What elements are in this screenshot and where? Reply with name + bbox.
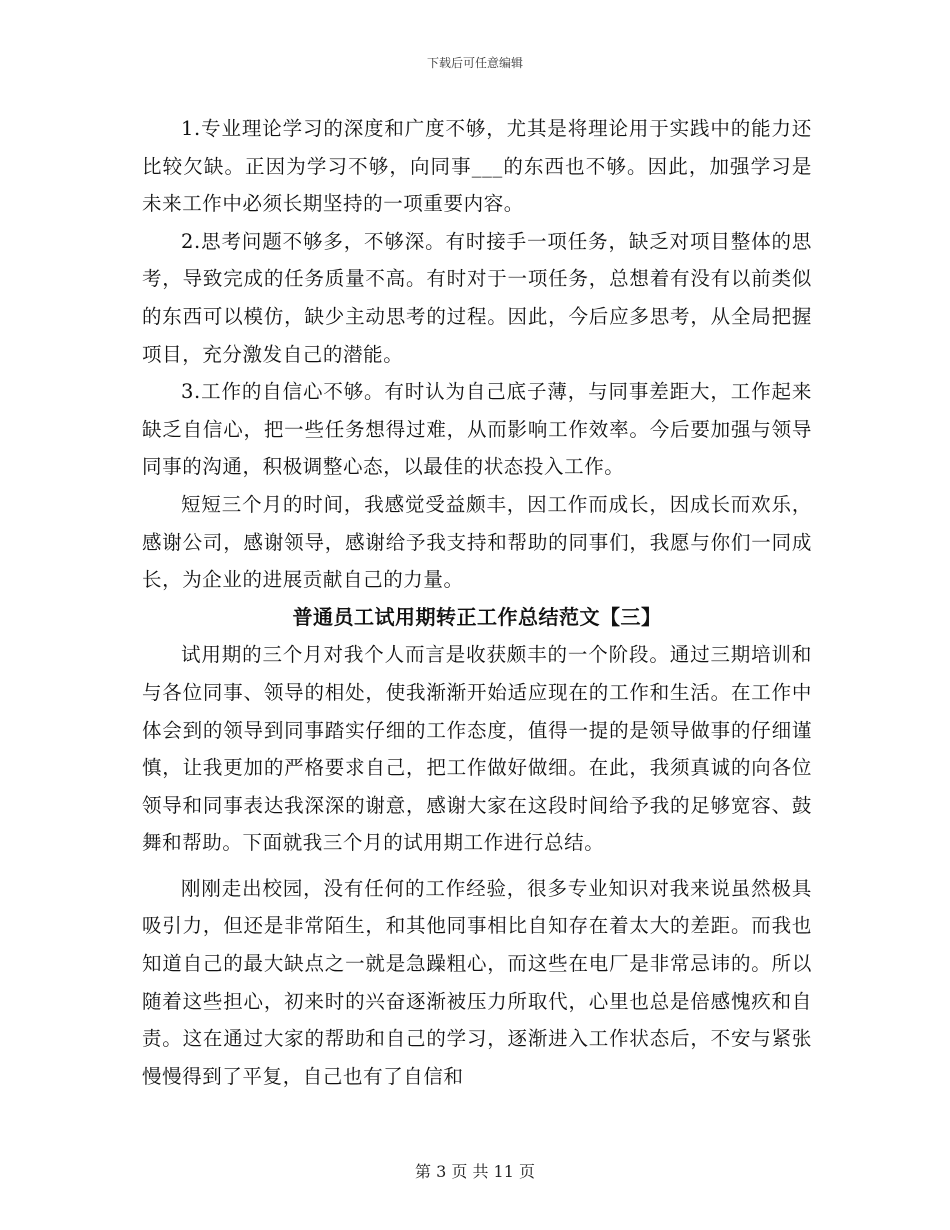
paragraph-gap [142, 862, 812, 870]
paragraph-point-1: 1.专业理论学习的深度和广度不够，尤其是将理论用于实践中的能力还比较欠缺。正因为学习不够，向同事___的东西也不够。因此，加强学习是未来工作中必须长期坚持的一项重要内容。 [142, 117, 812, 216]
section-title: 普通员工试用期转正工作总结范文【三】 [292, 604, 662, 629]
document-body [142, 110, 812, 1095]
page-number: 第 3 页 共 11 页 [415, 1162, 535, 1181]
header-note: 下载后可任意编辑 [426, 56, 523, 70]
paragraph-point-2: 2.思考问题不够多，不够深。有时接手一项任务，缺乏对项目整体的思考，导致完成的任务质量不高。有时对于一项任务，总想着有没有以前类似的东西可以模仿，缺少主动思考的过程。因此，今后应多思考，从全局把握项目，充分激发自己的潜能。 [142, 229, 812, 366]
paragraph-closing: 短短三个月的时间，我感觉受益颇丰，因工作而成长，因成长而欢乐，感谢公司，感谢领导，感谢给予我支持和帮助的同事们，我愿与你们一同成长，为企业的进展贡献自己的力量。 [142, 492, 812, 592]
paragraph-intro: 试用期的三个月对我个人而言是收获颇丰的一个阶段。通过三期培训和与各位同事、领导的相处，使我渐渐开始适应现在的工作和生活。在工作中体会到的领导到同事踏实仔细的工作态度，值得一提的是领导做事的仔细谨慎，让我更加的严格要求自己，把工作做好做细。在此，我须真诚的向各位领导和同事表达我深深的谢意，感谢大家在这段时间给予我的足够宽容、鼓舞和帮助。下面就我三个月的试用期工作进行总结。 [142, 643, 812, 855]
paragraph-point-3: 3.工作的自信心不够。有时认为自己底子薄，与同事差距大，工作起来缺乏自信心，把一些任务想得过难，从而影响工作效率。今后要加强与领导同事的沟通，积极调整心态，以最佳的状态投入工作。 [142, 380, 812, 479]
paragraph-experience: 刚刚走出校园，没有任何的工作经验，很多专业知识对我来说虽然极具吸引力，但还是非常陌生，和其他同事相比自知存在着太大的差距。而我也知道自己的最大缺点之一就是急躁粗心，而这些在电厂是非常忌讳的。所以随着这些担心，初来时的兴奋逐渐被压力所取代，心里也总是倍感愧疚和自责。这在通过大家的帮助和自己的学习，逐渐进入工作状态后，不安与紧张慢慢得到了平复，自己也有了自信和 [142, 876, 812, 1088]
